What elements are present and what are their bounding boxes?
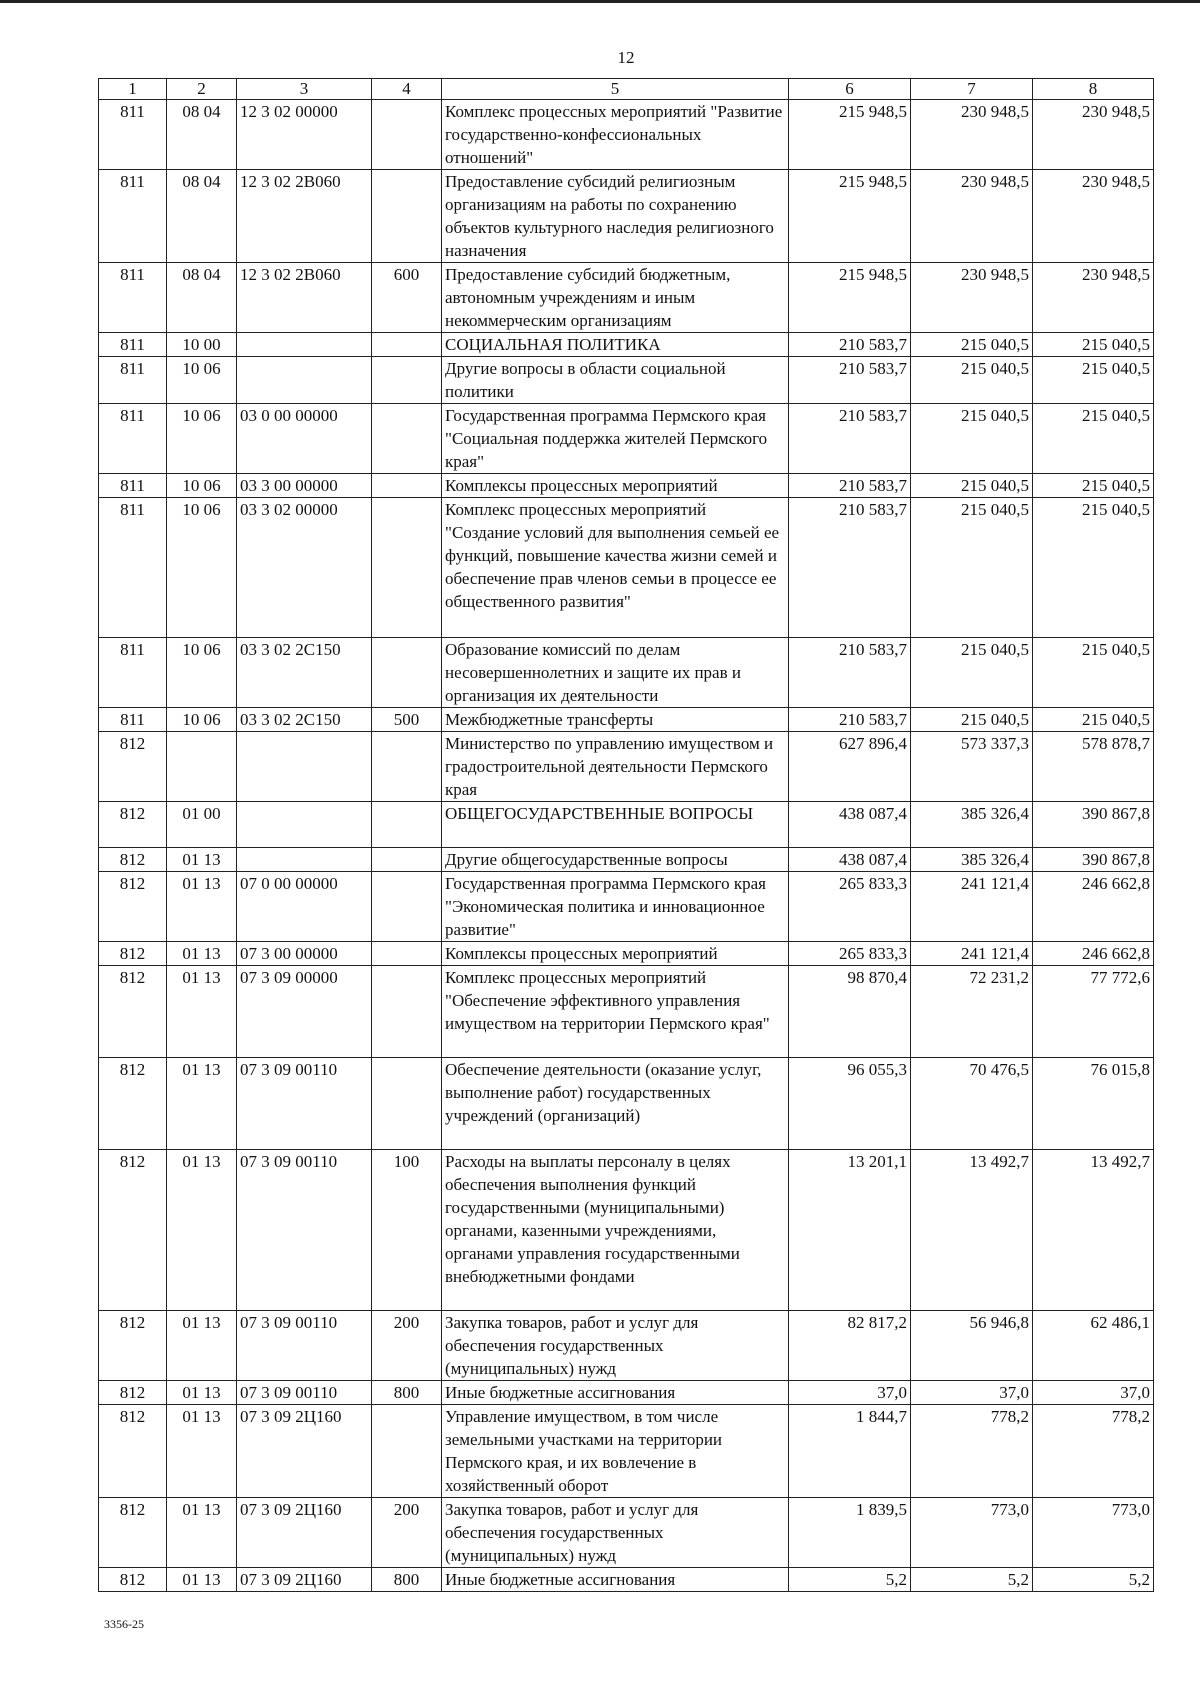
cell-amount-col7: 215 040,5 bbox=[911, 708, 1033, 732]
cell-chapter: 811 bbox=[99, 333, 167, 357]
cell-name: ОБЩЕГОСУДАРСТВЕННЫЕ ВОПРОСЫ bbox=[442, 802, 789, 848]
cell-amount-col7: 215 040,5 bbox=[911, 357, 1033, 404]
table-row bbox=[99, 966, 1154, 1058]
cell-target-article: 07 3 09 00110 bbox=[237, 1058, 372, 1150]
cell-target-article: 07 3 09 00110 bbox=[237, 1381, 372, 1405]
cell-target-article bbox=[237, 802, 372, 848]
cell-target-article bbox=[237, 357, 372, 404]
cell-amount-col6: 5,2 bbox=[789, 1568, 911, 1592]
cell-amount-col7: 215 040,5 bbox=[911, 474, 1033, 498]
cell-chapter: 812 bbox=[99, 966, 167, 1058]
cell-chapter: 812 bbox=[99, 1311, 167, 1381]
table-row bbox=[99, 100, 1154, 170]
cell-amount-col7: 56 946,8 bbox=[911, 1311, 1033, 1381]
cell-section: 01 00 bbox=[167, 802, 237, 848]
table-row bbox=[99, 802, 1154, 848]
cell-amount-col8: 37,0 bbox=[1033, 1381, 1154, 1405]
cell-chapter: 812 bbox=[99, 872, 167, 942]
cell-name: СОЦИАЛЬНАЯ ПОЛИТИКА bbox=[442, 333, 789, 357]
cell-target-article: 07 3 00 00000 bbox=[237, 942, 372, 966]
cell-amount-col6: 210 583,7 bbox=[789, 474, 911, 498]
cell-section: 10 06 bbox=[167, 708, 237, 732]
cell-chapter: 812 bbox=[99, 848, 167, 872]
cell-amount-col6: 96 055,3 bbox=[789, 1058, 911, 1150]
cell-amount-col8: 390 867,8 bbox=[1033, 802, 1154, 848]
cell-expense-type bbox=[372, 498, 442, 638]
cell-chapter: 812 bbox=[99, 1381, 167, 1405]
cell-amount-col7: 70 476,5 bbox=[911, 1058, 1033, 1150]
cell-expense-type bbox=[372, 404, 442, 474]
cell-amount-col6: 627 896,4 bbox=[789, 732, 911, 802]
table-row bbox=[99, 848, 1154, 872]
cell-section: 01 13 bbox=[167, 966, 237, 1058]
cell-amount-col8: 230 948,5 bbox=[1033, 170, 1154, 263]
column-header: 2 bbox=[167, 79, 237, 100]
cell-amount-col6: 210 583,7 bbox=[789, 708, 911, 732]
cell-amount-col6: 215 948,5 bbox=[789, 170, 911, 263]
cell-amount-col7: 573 337,3 bbox=[911, 732, 1033, 802]
cell-target-article: 03 3 02 2С150 bbox=[237, 638, 372, 708]
cell-name: Комплекс процессных мероприятий "Развитие государственно-конфессиональных отношений" bbox=[442, 100, 789, 170]
column-header: 8 bbox=[1033, 79, 1154, 100]
cell-amount-col6: 13 201,1 bbox=[789, 1150, 911, 1311]
cell-name: Расходы на выплаты персоналу в целях обеспечения выполнения функций государственными (муниципальными) органами, казенными учреждениями, органами управления государственными внебюджетными фондами bbox=[442, 1150, 789, 1311]
cell-name: Комплексы процессных мероприятий bbox=[442, 474, 789, 498]
cell-amount-col8: 230 948,5 bbox=[1033, 100, 1154, 170]
cell-section: 01 13 bbox=[167, 1498, 237, 1568]
cell-amount-col7: 778,2 bbox=[911, 1405, 1033, 1498]
cell-amount-col7: 385 326,4 bbox=[911, 802, 1033, 848]
cell-amount-col8: 778,2 bbox=[1033, 1405, 1154, 1498]
cell-expense-type bbox=[372, 966, 442, 1058]
table-row bbox=[99, 263, 1154, 333]
cell-amount-col8: 215 040,5 bbox=[1033, 333, 1154, 357]
document-code: 3356-25 bbox=[104, 1617, 144, 1631]
cell-section: 08 04 bbox=[167, 263, 237, 333]
cell-section: 01 13 bbox=[167, 848, 237, 872]
cell-name: Министерство по управлению имуществом и градостроительной деятельности Пермского края bbox=[442, 732, 789, 802]
cell-expense-type bbox=[372, 1405, 442, 1498]
cell-amount-col6: 215 948,5 bbox=[789, 263, 911, 333]
table-row bbox=[99, 872, 1154, 942]
cell-amount-col8: 246 662,8 bbox=[1033, 942, 1154, 966]
cell-section: 01 13 bbox=[167, 1381, 237, 1405]
cell-name: Комплексы процессных мероприятий bbox=[442, 942, 789, 966]
table-row bbox=[99, 1498, 1154, 1568]
cell-chapter: 812 bbox=[99, 1405, 167, 1498]
cell-expense-type: 600 bbox=[372, 263, 442, 333]
cell-chapter: 811 bbox=[99, 100, 167, 170]
cell-section: 10 00 bbox=[167, 333, 237, 357]
column-header: 3 bbox=[237, 79, 372, 100]
cell-target-article: 12 3 02 00000 bbox=[237, 100, 372, 170]
cell-amount-col6: 82 817,2 bbox=[789, 1311, 911, 1381]
cell-target-article: 12 3 02 2В060 bbox=[237, 170, 372, 263]
cell-expense-type bbox=[372, 638, 442, 708]
cell-name: Обеспечение деятельности (оказание услуг, выполнение работ) государственных учреждений (организаций) bbox=[442, 1058, 789, 1150]
cell-chapter: 812 bbox=[99, 1568, 167, 1592]
cell-amount-col6: 1 844,7 bbox=[789, 1405, 911, 1498]
cell-amount-col8: 215 040,5 bbox=[1033, 474, 1154, 498]
cell-chapter: 812 bbox=[99, 732, 167, 802]
cell-section: 01 13 bbox=[167, 942, 237, 966]
cell-amount-col8: 773,0 bbox=[1033, 1498, 1154, 1568]
cell-section: 01 13 bbox=[167, 872, 237, 942]
cell-chapter: 812 bbox=[99, 1058, 167, 1150]
table-row bbox=[99, 333, 1154, 357]
cell-chapter: 811 bbox=[99, 498, 167, 638]
cell-expense-type bbox=[372, 100, 442, 170]
scan-top-border bbox=[0, 0, 1200, 3]
cell-amount-col6: 215 948,5 bbox=[789, 100, 911, 170]
table-row bbox=[99, 732, 1154, 802]
cell-section: 01 13 bbox=[167, 1568, 237, 1592]
cell-section: 08 04 bbox=[167, 100, 237, 170]
table-row bbox=[99, 1381, 1154, 1405]
cell-amount-col6: 210 583,7 bbox=[789, 357, 911, 404]
cell-amount-col6: 265 833,3 bbox=[789, 872, 911, 942]
cell-amount-col8: 13 492,7 bbox=[1033, 1150, 1154, 1311]
cell-chapter: 812 bbox=[99, 942, 167, 966]
table-row bbox=[99, 357, 1154, 404]
cell-section bbox=[167, 732, 237, 802]
cell-expense-type bbox=[372, 732, 442, 802]
cell-name: Другие вопросы в области социальной политики bbox=[442, 357, 789, 404]
cell-expense-type bbox=[372, 170, 442, 263]
cell-target-article bbox=[237, 732, 372, 802]
table-row bbox=[99, 1568, 1154, 1592]
page-number: 12 bbox=[617, 48, 635, 67]
cell-chapter: 811 bbox=[99, 638, 167, 708]
cell-amount-col8: 62 486,1 bbox=[1033, 1311, 1154, 1381]
budget-table bbox=[98, 78, 1154, 1592]
cell-amount-col7: 215 040,5 bbox=[911, 333, 1033, 357]
cell-amount-col7: 72 231,2 bbox=[911, 966, 1033, 1058]
table-row bbox=[99, 1311, 1154, 1381]
table-header-row bbox=[99, 79, 1154, 100]
cell-amount-col7: 385 326,4 bbox=[911, 848, 1033, 872]
cell-amount-col7: 13 492,7 bbox=[911, 1150, 1033, 1311]
column-header: 4 bbox=[372, 79, 442, 100]
table-row bbox=[99, 1058, 1154, 1150]
cell-expense-type bbox=[372, 357, 442, 404]
cell-expense-type bbox=[372, 848, 442, 872]
cell-target-article bbox=[237, 333, 372, 357]
cell-amount-col6: 98 870,4 bbox=[789, 966, 911, 1058]
cell-chapter: 811 bbox=[99, 263, 167, 333]
cell-section: 01 13 bbox=[167, 1311, 237, 1381]
cell-target-article: 12 3 02 2В060 bbox=[237, 263, 372, 333]
cell-name: Закупка товаров, работ и услуг для обеспечения государственных (муниципальных) нужд bbox=[442, 1311, 789, 1381]
cell-amount-col7: 215 040,5 bbox=[911, 638, 1033, 708]
cell-amount-col6: 438 087,4 bbox=[789, 848, 911, 872]
cell-target-article: 07 0 00 00000 bbox=[237, 872, 372, 942]
cell-amount-col7: 241 121,4 bbox=[911, 942, 1033, 966]
cell-chapter: 811 bbox=[99, 474, 167, 498]
cell-expense-type bbox=[372, 333, 442, 357]
cell-target-article: 03 3 02 00000 bbox=[237, 498, 372, 638]
table-row bbox=[99, 1405, 1154, 1498]
cell-amount-col6: 210 583,7 bbox=[789, 333, 911, 357]
cell-amount-col8: 5,2 bbox=[1033, 1568, 1154, 1592]
cell-chapter: 811 bbox=[99, 357, 167, 404]
cell-name: Иные бюджетные ассигнования bbox=[442, 1381, 789, 1405]
cell-amount-col8: 246 662,8 bbox=[1033, 872, 1154, 942]
cell-target-article: 07 3 09 00110 bbox=[237, 1150, 372, 1311]
cell-amount-col7: 230 948,5 bbox=[911, 100, 1033, 170]
cell-amount-col6: 210 583,7 bbox=[789, 498, 911, 638]
cell-chapter: 811 bbox=[99, 170, 167, 263]
cell-section: 08 04 bbox=[167, 170, 237, 263]
cell-amount-col8: 390 867,8 bbox=[1033, 848, 1154, 872]
cell-expense-type: 500 bbox=[372, 708, 442, 732]
cell-amount-col8: 215 040,5 bbox=[1033, 404, 1154, 474]
cell-section: 10 06 bbox=[167, 474, 237, 498]
cell-section: 10 06 bbox=[167, 357, 237, 404]
cell-name: Государственная программа Пермского края "Экономическая политика и инновационное развитие" bbox=[442, 872, 789, 942]
table-row bbox=[99, 404, 1154, 474]
cell-chapter: 811 bbox=[99, 708, 167, 732]
cell-amount-col7: 5,2 bbox=[911, 1568, 1033, 1592]
cell-name: Государственная программа Пермского края "Социальная поддержка жителей Пермского края" bbox=[442, 404, 789, 474]
cell-name: Образование комиссий по делам несовершеннолетних и защите их прав и организация их деятельности bbox=[442, 638, 789, 708]
cell-amount-col8: 215 040,5 bbox=[1033, 498, 1154, 638]
cell-name: Комплекс процессных мероприятий "Создание условий для выполнения семьей ее функций, повышение качества жизни семей и обеспечение прав членов семьи в процессе ее общественного развития" bbox=[442, 498, 789, 638]
cell-target-article: 07 3 09 2Ц160 bbox=[237, 1498, 372, 1568]
cell-target-article bbox=[237, 848, 372, 872]
cell-expense-type bbox=[372, 802, 442, 848]
table-row bbox=[99, 638, 1154, 708]
cell-name: Межбюджетные трансферты bbox=[442, 708, 789, 732]
cell-name: Предоставление субсидий бюджетным, автономным учреждениям и иным некоммерческим организациям bbox=[442, 263, 789, 333]
cell-amount-col6: 1 839,5 bbox=[789, 1498, 911, 1568]
cell-amount-col8: 215 040,5 bbox=[1033, 357, 1154, 404]
cell-section: 01 13 bbox=[167, 1405, 237, 1498]
cell-target-article: 07 3 09 00110 bbox=[237, 1311, 372, 1381]
cell-target-article: 03 0 00 00000 bbox=[237, 404, 372, 474]
cell-amount-col7: 37,0 bbox=[911, 1381, 1033, 1405]
cell-section: 10 06 bbox=[167, 498, 237, 638]
cell-amount-col7: 230 948,5 bbox=[911, 170, 1033, 263]
cell-target-article: 07 3 09 00000 bbox=[237, 966, 372, 1058]
cell-name: Другие общегосударственные вопросы bbox=[442, 848, 789, 872]
cell-amount-col7: 215 040,5 bbox=[911, 404, 1033, 474]
table-row bbox=[99, 498, 1154, 638]
cell-amount-col6: 438 087,4 bbox=[789, 802, 911, 848]
cell-section: 01 13 bbox=[167, 1150, 237, 1311]
cell-expense-type bbox=[372, 1058, 442, 1150]
cell-amount-col7: 241 121,4 bbox=[911, 872, 1033, 942]
cell-amount-col8: 578 878,7 bbox=[1033, 732, 1154, 802]
cell-amount-col8: 215 040,5 bbox=[1033, 708, 1154, 732]
cell-expense-type: 800 bbox=[372, 1381, 442, 1405]
cell-expense-type: 200 bbox=[372, 1498, 442, 1568]
cell-target-article: 03 3 02 2С150 bbox=[237, 708, 372, 732]
cell-chapter: 812 bbox=[99, 1498, 167, 1568]
column-header: 1 bbox=[99, 79, 167, 100]
cell-expense-type: 100 bbox=[372, 1150, 442, 1311]
cell-expense-type: 800 bbox=[372, 1568, 442, 1592]
cell-name: Управление имуществом, в том числе земельными участками на территории Пермского края, и их вовлечение в хозяйственный оборот bbox=[442, 1405, 789, 1498]
cell-chapter: 812 bbox=[99, 1150, 167, 1311]
cell-amount-col6: 37,0 bbox=[789, 1381, 911, 1405]
cell-amount-col7: 773,0 bbox=[911, 1498, 1033, 1568]
cell-target-article: 07 3 09 2Ц160 bbox=[237, 1405, 372, 1498]
cell-amount-col7: 215 040,5 bbox=[911, 498, 1033, 638]
cell-section: 10 06 bbox=[167, 404, 237, 474]
table-row bbox=[99, 942, 1154, 966]
table-row bbox=[99, 708, 1154, 732]
cell-amount-col8: 76 015,8 bbox=[1033, 1058, 1154, 1150]
column-header: 6 bbox=[789, 79, 911, 100]
cell-expense-type bbox=[372, 942, 442, 966]
cell-amount-col6: 265 833,3 bbox=[789, 942, 911, 966]
cell-section: 10 06 bbox=[167, 638, 237, 708]
cell-amount-col6: 210 583,7 bbox=[789, 638, 911, 708]
cell-name: Закупка товаров, работ и услуг для обеспечения государственных (муниципальных) нужд bbox=[442, 1498, 789, 1568]
cell-section: 01 13 bbox=[167, 1058, 237, 1150]
column-header: 7 bbox=[911, 79, 1033, 100]
cell-expense-type: 200 bbox=[372, 1311, 442, 1381]
table-row bbox=[99, 170, 1154, 263]
cell-amount-col6: 210 583,7 bbox=[789, 404, 911, 474]
cell-name: Комплекс процессных мероприятий "Обеспечение эффективного управления имуществом на территории Пермского края" bbox=[442, 966, 789, 1058]
cell-chapter: 811 bbox=[99, 404, 167, 474]
cell-amount-col8: 77 772,6 bbox=[1033, 966, 1154, 1058]
table-row bbox=[99, 1150, 1154, 1311]
cell-name: Предоставление субсидий религиозным организациям на работы по сохранению объектов культурного наследия религиозного назначения bbox=[442, 170, 789, 263]
column-header: 5 bbox=[442, 79, 789, 100]
cell-expense-type bbox=[372, 474, 442, 498]
cell-amount-col7: 230 948,5 bbox=[911, 263, 1033, 333]
cell-chapter: 812 bbox=[99, 802, 167, 848]
cell-expense-type bbox=[372, 872, 442, 942]
cell-name: Иные бюджетные ассигнования bbox=[442, 1568, 789, 1592]
cell-target-article: 03 3 00 00000 bbox=[237, 474, 372, 498]
table-row bbox=[99, 474, 1154, 498]
cell-amount-col8: 215 040,5 bbox=[1033, 638, 1154, 708]
cell-amount-col8: 230 948,5 bbox=[1033, 263, 1154, 333]
cell-target-article: 07 3 09 2Ц160 bbox=[237, 1568, 372, 1592]
